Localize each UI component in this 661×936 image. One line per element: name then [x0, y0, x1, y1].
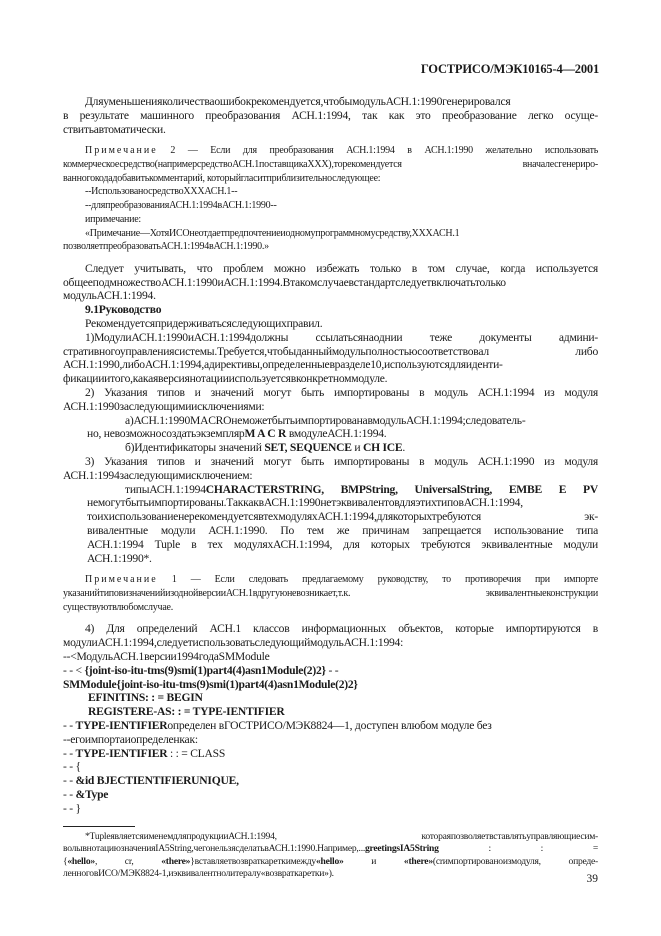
- text-line: ванногокодадобавитькомментарий, которыйгласитприблизительноследующее:: [63, 172, 381, 184]
- text-line: а)АСН.1:1990MACROнеможетбытьимпортированавмодульАСН.1:1994;следователь-: [125, 413, 526, 427]
- document-header: ГОСТРИСО/МЭК10165-4—2001: [420, 62, 599, 76]
- text-line: «Примечание—ХотяИСОнеотдаетпредпочтениеиодномупрограммномусредству,XXXАСН.1: [85, 227, 460, 239]
- text-line: --дляпреобразованияАСН.1:1994вАСН.1:1990--: [85, 200, 277, 212]
- text-line: 3) Указания типов и значений могут быть импортированы в модуль АСН.1:1990 из модуля: [85, 455, 598, 469]
- footnote: [63, 831, 598, 881]
- text-line: АСН.1:1990заследующимиисключениями:: [63, 399, 265, 413]
- footnote-divider: [63, 826, 135, 827]
- text-line: 2) Указания типов и значений могут быть импортированы в модуль АСН.1:1994 из модуля: [85, 386, 598, 400]
- text-line: позволяетпреобразоватьАСН.1:1994вАСН.1:1990.»: [63, 241, 269, 253]
- note-1: [63, 573, 598, 614]
- keyword: CH ICE: [362, 441, 403, 455]
- note-label: Примечание: [85, 574, 158, 586]
- page-body: [63, 95, 598, 881]
- text-line: Дляуменьшенияколичестваошибокрекомендуется,чтобымодульАСН.1:1990генерировался: [85, 95, 511, 108]
- text: волывнотациюзначенияIA5String,чегонельзясделатьвАСН.1:1990.Например,...: [63, 843, 365, 855]
- text: - -: [63, 719, 76, 733]
- note-label: Примечание: [85, 145, 158, 157]
- text-line: ленноговИСО/МЭК8824-1,иэквивалентнолитералу«возвраткаретки»).: [63, 868, 334, 880]
- text: - -: [63, 746, 76, 760]
- text-line: [63, 843, 598, 856]
- code-line: [63, 788, 598, 802]
- keyword: &Type: [75, 788, 109, 802]
- text-line: 4) Для определений АСН.1 классов информационных объектов, которые импортируются в: [85, 622, 598, 636]
- keyword: TYPE-IENTIFIER: [75, 719, 168, 733]
- text-line: --ИспользованосредствоXXXАСН.1--: [85, 186, 238, 198]
- text: (crимпортированоизмодуля, опреде-: [432, 855, 598, 867]
- text-line: немогутбытьимпортированы.ТаккаквАСН.1:1990нетэквивалентовдляэтихтиповАСН.1:1994,: [87, 496, 523, 510]
- keyword: &id BJECTIENTIFIERUNIQUE,: [75, 774, 239, 788]
- text: но, невозможносоздатьэкземпляр: [87, 427, 245, 441]
- text: .: [402, 441, 406, 455]
- code-line: [63, 719, 598, 733]
- code-line: - - {: [63, 760, 81, 774]
- text-line: коммерческоесредство(напримерсредствоАСН.1поставщикаXXX),торекомендуется вначалесгенериро-: [63, 159, 598, 171]
- text-line: стративногоуправлениясистемы.Требуется,чтобыданныймодульполностьюсоответствовал либо: [63, 344, 598, 358]
- keyword: «there»: [403, 855, 433, 867]
- text-line: Следует учитывать, что проблем можно избежать только в том случае, когда используется: [85, 261, 598, 275]
- text: и: [343, 855, 404, 867]
- text-line: [63, 441, 598, 455]
- text: типыАСН.1:1994: [125, 482, 206, 496]
- note-text: 1 — Если следовать предлагаемому руководству, то противоречия при импорте: [171, 574, 598, 586]
- note-text: 2 — Если для преобразования АСН.1:1994 в АСН.1:1990 желательно использовать: [170, 145, 598, 157]
- text: - - <: [63, 663, 85, 677]
- code-line: [63, 747, 598, 761]
- code-line: REGISTERE-AS: : = TYPE-IENTIFIER: [88, 705, 285, 719]
- text-line: существуютвлюбомслучае.: [63, 601, 173, 613]
- text-line: АСН.1:1990*.: [87, 551, 152, 565]
- text: {: [63, 855, 68, 867]
- paragraph-intro: [63, 95, 598, 136]
- rule-item-3: [63, 455, 598, 565]
- text-line: ствитьавтоматически.: [63, 122, 166, 136]
- keyword: {joint-iso-itu-tms(9)smi(1)part4(4)asn1Module(2)2}: [84, 663, 326, 677]
- text-line: модулиАСН.1:1994,следуетиспользоватьследующиймодульАСН.1:1994:: [63, 636, 404, 650]
- text: : : =: [438, 843, 598, 855]
- text-line: 1)МодулиАСН.1:1990иАСН.1:1994должны ссылатьсянаоднии теже документы админи-: [85, 330, 598, 344]
- text: }вставляетвозвраткареткимежду: [190, 855, 316, 867]
- text: : : = CLASS: [167, 746, 226, 760]
- text-line: тоихиспользованиенерекомендуетсявтехмодуляхАСН.1:1994,длякоторыхтребуются эк-: [87, 510, 598, 524]
- text: - -: [63, 788, 76, 802]
- keyword: «hello»: [315, 855, 344, 867]
- keyword: M A C R: [244, 427, 287, 441]
- code-line: SMModule{joint-iso-itu-tms(9)smi(1)part4(4)asn1Module(2)2}: [63, 677, 358, 691]
- text-line: АСН.1:1994заследующимисключением:: [63, 468, 253, 482]
- keyword: CHARACTERSTRING, BMPString, UniversalString, EMBE E PV: [205, 482, 598, 496]
- keyword: TYPE-IENTIFIER: [75, 746, 168, 760]
- text-line: [63, 573, 598, 587]
- text-line: [63, 427, 598, 441]
- text-line: [63, 856, 598, 869]
- text-line: [63, 483, 598, 497]
- keyword: «there»: [161, 855, 191, 867]
- text-line: фикацииитого,какаяверсиянотациииспользуетсявконкретноммодуле.: [63, 372, 388, 386]
- text: - -: [325, 663, 339, 677]
- paragraph-subset: [63, 262, 598, 303]
- keyword: greetingsIA5String: [365, 843, 439, 855]
- page-number: 39: [586, 873, 598, 885]
- text: - -: [63, 774, 76, 788]
- note-2: [63, 144, 598, 254]
- rule-item-2: [63, 386, 598, 455]
- text: и: [351, 441, 363, 455]
- text-line: модульАСН.1:1994.: [63, 289, 156, 303]
- section-heading: 9.1Руководство: [85, 303, 162, 317]
- text-line: вивалентные модули АСН.1:1990. По тем же причинам запрещается использование типа: [87, 524, 598, 538]
- rule-item-4: [63, 622, 598, 650]
- text-line: ипримечание:: [85, 213, 141, 225]
- text-line: общееподмножествоАСН.1:1990иАСН.1:1994.Втакомслучаевстандартследуетвключатьтолько: [63, 275, 506, 289]
- text-line: АСН.1:1994 Tuple в тех модуляхАСН.1:1994, для которых требуются эквивалентные модули: [87, 537, 598, 551]
- asn1-code-block: [63, 650, 598, 816]
- text-line: [63, 144, 598, 158]
- text: б)Идентификаторы значений: [125, 441, 265, 455]
- keyword: SET, SEQUENCE: [264, 441, 352, 455]
- text-line: *TupleявляетсяименемдляпродукцииАСН.1:1994, котораяпозволяетвставлятьуправляющиесим-: [85, 830, 598, 842]
- text-line: в результате машинного преобразования АСН.1:1994, так как это преобразование легко осуще-: [63, 108, 598, 122]
- code-line: --егоимпортаиопределенкак:: [63, 732, 198, 746]
- text: , cr,: [94, 855, 162, 867]
- code-line: - - }: [63, 801, 81, 815]
- text-line: указанийтиповизначенийизоднойверсииАСН.1вдругуюневозникает,т.к. эквивалентныеконструкции: [63, 588, 598, 600]
- keyword: «hello»: [67, 855, 95, 867]
- code-line: [63, 774, 598, 788]
- code-line: [63, 664, 598, 678]
- text: определен вГОСТРИСО/МЭК8824—1, доступен влюбом модуле без: [167, 719, 492, 733]
- text-line: Рекомендуетсяпридерживатьсяследующихправил.: [85, 317, 323, 331]
- code-line: EFINITINS: : = BEGIN: [88, 691, 203, 705]
- text: вмодулеАСН.1:1994.: [286, 427, 387, 441]
- code-line: --<МодульАСН.1версии1994годаSMModule: [63, 650, 270, 664]
- rule-item-1: [63, 331, 598, 386]
- text-line: АСН.1:1990,либоАСН.1:1994,адирективы,определенныевразделе10,используютсядляиденти-: [63, 358, 503, 372]
